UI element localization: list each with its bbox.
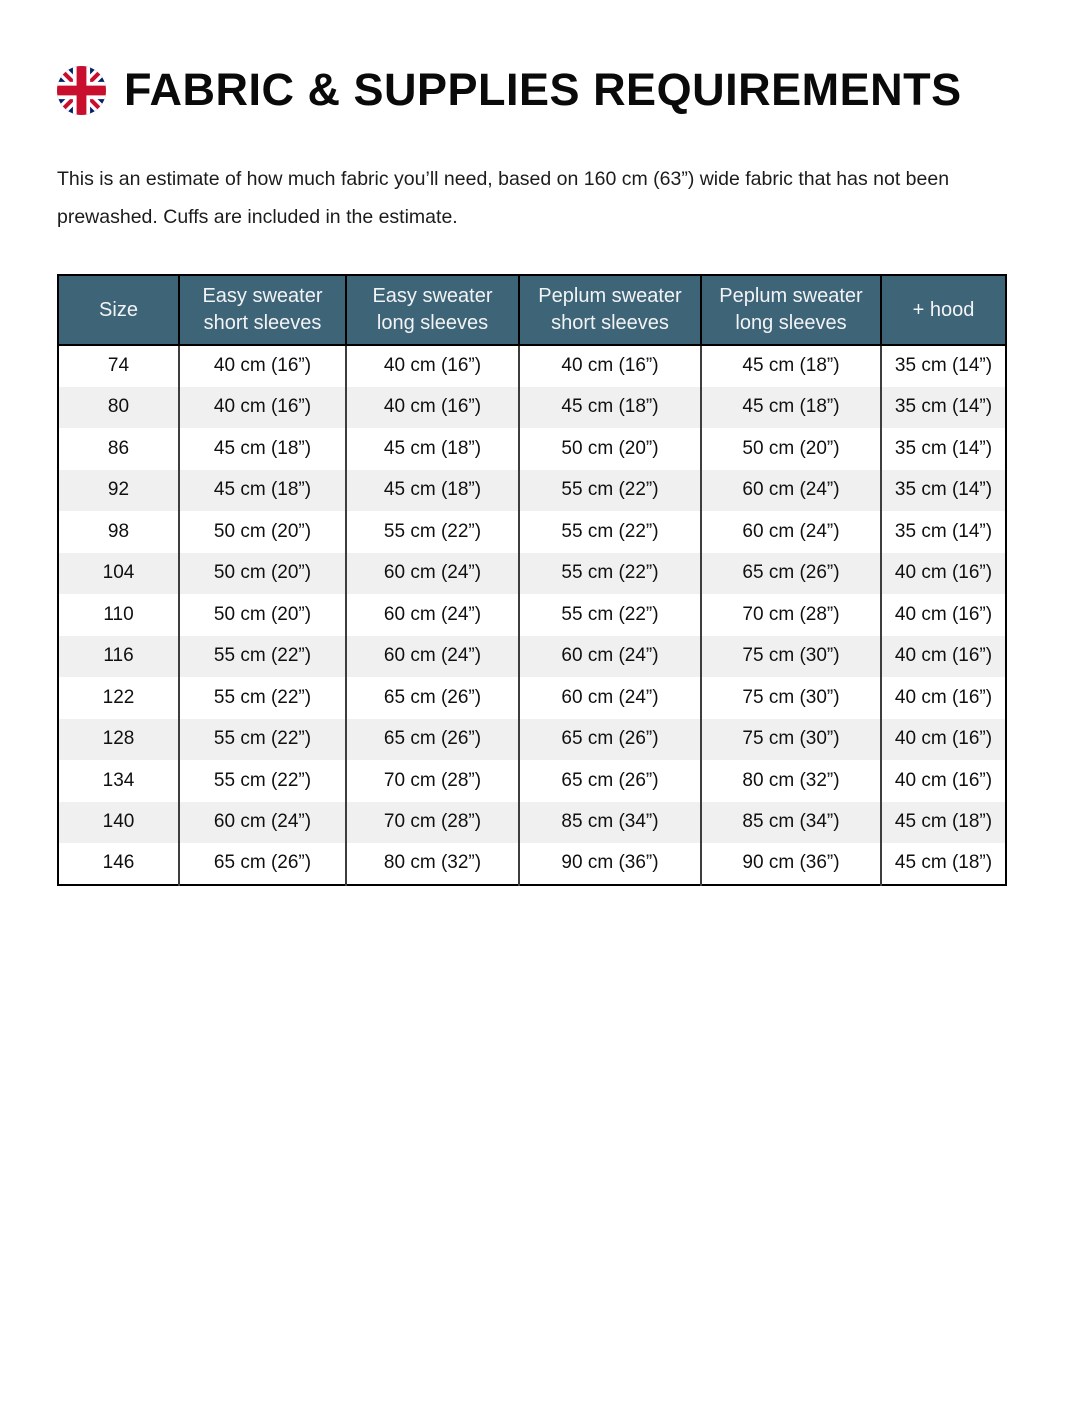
- fabric-amount-cell: 55 cm (22”): [519, 511, 701, 553]
- uk-flag-icon: [57, 66, 106, 115]
- fabric-amount-cell: 75 cm (30”): [701, 719, 881, 761]
- fabric-amount-cell: 55 cm (22”): [519, 594, 701, 636]
- fabric-amount-cell: 80 cm (32”): [701, 760, 881, 802]
- table-row: [58, 470, 1006, 512]
- fabric-amount-cell: 35 cm (14”): [881, 470, 1006, 512]
- fabric-amount-cell: 65 cm (26”): [701, 553, 881, 595]
- fabric-amount-cell: 60 cm (24”): [346, 553, 519, 595]
- table-row: [58, 428, 1006, 470]
- fabric-amount-cell: 40 cm (16”): [519, 345, 701, 387]
- fabric-amount-cell: 65 cm (26”): [346, 719, 519, 761]
- fabric-amount-cell: 70 cm (28”): [701, 594, 881, 636]
- table-row: [58, 387, 1006, 429]
- size-cell: 116: [103, 645, 134, 667]
- fabric-requirements-table: [57, 274, 1007, 886]
- column-header: Easy sweater long sleeves: [346, 275, 519, 345]
- table-row: [58, 802, 1006, 844]
- column-header: Peplum sweater short sleeves: [519, 275, 701, 345]
- fabric-amount-cell: 60 cm (24”): [519, 636, 701, 678]
- fabric-amount-cell: 40 cm (16”): [881, 719, 1006, 761]
- fabric-amount-cell: 55 cm (22”): [179, 719, 346, 761]
- fabric-amount-cell: 50 cm (20”): [179, 594, 346, 636]
- intro-paragraph: This is an estimate of how much fabric you’ll need, based on 160 cm (63”) wide fabric that has not been prewashed. Cuffs are included in the estimate.: [57, 168, 950, 228]
- fabric-amount-cell: 65 cm (26”): [519, 760, 701, 802]
- size-cell: 128: [102, 728, 135, 750]
- fabric-amount-cell: 35 cm (14”): [881, 511, 1006, 553]
- size-cell: 80: [107, 396, 130, 418]
- fabric-amount-cell: 55 cm (22”): [179, 677, 346, 719]
- fabric-amount-cell: 40 cm (16”): [881, 553, 1006, 595]
- table-row: [58, 345, 1006, 387]
- fabric-amount-cell: 65 cm (26”): [179, 843, 346, 885]
- fabric-amount-cell: 45 cm (18”): [179, 470, 346, 512]
- fabric-amount-cell: 35 cm (14”): [881, 428, 1006, 470]
- title-row: [57, 64, 1008, 116]
- table-row: [58, 677, 1006, 719]
- size-cell: 104: [102, 562, 135, 584]
- fabric-amount-cell: 60 cm (24”): [179, 802, 346, 844]
- size-cell: 122: [102, 686, 135, 708]
- table-header-row: [58, 275, 1006, 345]
- table-row: [58, 594, 1006, 636]
- fabric-amount-cell: 40 cm (16”): [881, 636, 1006, 678]
- fabric-amount-cell: 75 cm (30”): [701, 636, 881, 678]
- fabric-amount-cell: 45 cm (18”): [881, 843, 1006, 885]
- table-row: [58, 511, 1006, 553]
- fabric-amount-cell: 40 cm (16”): [346, 345, 519, 387]
- fabric-amount-cell: 45 cm (18”): [346, 428, 519, 470]
- size-cell: 146: [102, 852, 135, 874]
- fabric-amount-cell: 40 cm (16”): [179, 387, 346, 429]
- table-body: [58, 345, 1006, 885]
- fabric-amount-cell: 50 cm (20”): [179, 511, 346, 553]
- fabric-amount-cell: 85 cm (34”): [701, 802, 881, 844]
- page-title: FABRIC & SUPPLIES REQUIREMENTS: [124, 64, 962, 115]
- fabric-amount-cell: 35 cm (14”): [881, 387, 1006, 429]
- fabric-amount-cell: 55 cm (22”): [519, 553, 701, 595]
- table-row: [58, 553, 1006, 595]
- fabric-amount-cell: 55 cm (22”): [179, 636, 346, 678]
- fabric-amount-cell: 90 cm (36”): [701, 843, 881, 885]
- size-cell: 98: [107, 520, 130, 542]
- fabric-amount-cell: 55 cm (22”): [179, 760, 346, 802]
- column-header: Peplum sweater long sleeves: [701, 275, 881, 345]
- column-header: Easy sweater short sleeves: [179, 275, 346, 345]
- fabric-amount-cell: 40 cm (16”): [179, 345, 346, 387]
- fabric-amount-cell: 50 cm (20”): [701, 428, 881, 470]
- table-row: [58, 760, 1006, 802]
- fabric-amount-cell: 55 cm (22”): [519, 470, 701, 512]
- column-header: Size: [58, 275, 179, 345]
- fabric-amount-cell: 45 cm (18”): [179, 428, 346, 470]
- fabric-amount-cell: 45 cm (18”): [701, 387, 881, 429]
- fabric-amount-cell: 55 cm (22”): [346, 511, 519, 553]
- fabric-amount-cell: 60 cm (24”): [701, 511, 881, 553]
- fabric-amount-cell: 60 cm (24”): [346, 594, 519, 636]
- fabric-amount-cell: 60 cm (24”): [346, 636, 519, 678]
- fabric-amount-cell: 50 cm (20”): [519, 428, 701, 470]
- size-cell: 134: [102, 769, 135, 791]
- fabric-amount-cell: 70 cm (28”): [346, 802, 519, 844]
- table-header: [58, 275, 1006, 345]
- table-row: [58, 636, 1006, 678]
- fabric-amount-cell: 45 cm (18”): [881, 802, 1006, 844]
- fabric-amount-cell: 35 cm (14”): [881, 345, 1006, 387]
- table-row: [58, 843, 1006, 885]
- fabric-amount-cell: 75 cm (30”): [701, 677, 881, 719]
- size-cell: 86: [107, 437, 130, 459]
- fabric-amount-cell: 40 cm (16”): [881, 760, 1006, 802]
- size-cell: 74: [107, 355, 130, 377]
- fabric-amount-cell: 70 cm (28”): [346, 760, 519, 802]
- fabric-amount-cell: 60 cm (24”): [701, 470, 881, 512]
- fabric-amount-cell: 45 cm (18”): [346, 470, 519, 512]
- fabric-amount-cell: 40 cm (16”): [881, 594, 1006, 636]
- fabric-amount-cell: 65 cm (26”): [346, 677, 519, 719]
- size-cell: 92: [107, 479, 130, 501]
- fabric-amount-cell: 85 cm (34”): [519, 802, 701, 844]
- table-row: [58, 719, 1006, 761]
- size-cell: 140: [102, 811, 135, 833]
- fabric-amount-cell: 80 cm (32”): [346, 843, 519, 885]
- fabric-amount-cell: 40 cm (16”): [346, 387, 519, 429]
- fabric-amount-cell: 40 cm (16”): [881, 677, 1006, 719]
- column-header: + hood: [881, 275, 1006, 345]
- size-cell: 110: [103, 603, 134, 625]
- fabric-amount-cell: 45 cm (18”): [519, 387, 701, 429]
- fabric-amount-cell: 60 cm (24”): [519, 677, 701, 719]
- fabric-amount-cell: 45 cm (18”): [701, 345, 881, 387]
- fabric-amount-cell: 90 cm (36”): [519, 843, 701, 885]
- fabric-amount-cell: 50 cm (20”): [179, 553, 346, 595]
- fabric-amount-cell: 65 cm (26”): [519, 719, 701, 761]
